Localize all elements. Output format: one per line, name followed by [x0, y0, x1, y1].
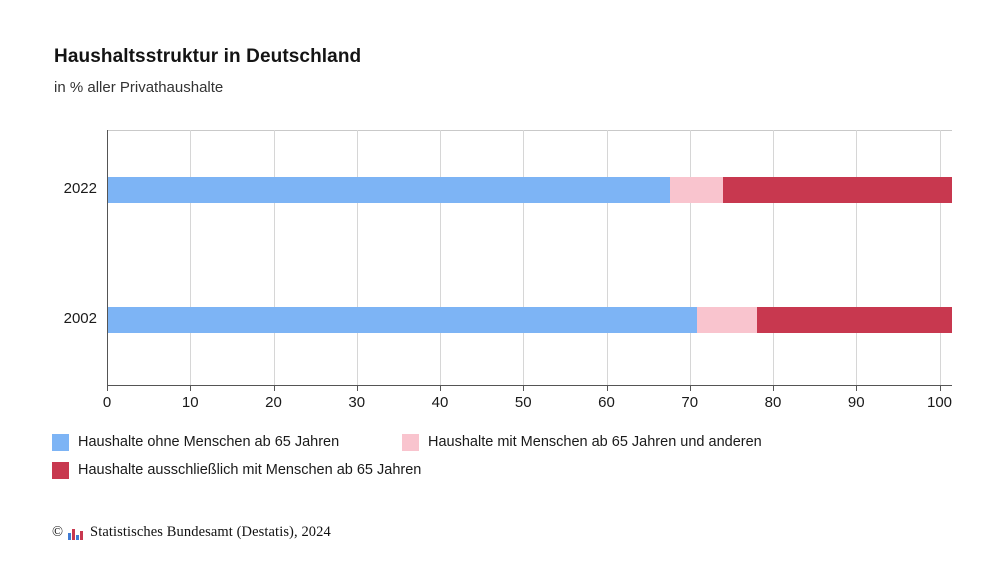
bar-segment[interactable]	[107, 307, 697, 333]
legend-label: Haushalte ohne Menschen ab 65 Jahren	[78, 434, 340, 450]
legend-item[interactable]	[52, 434, 402, 451]
gridline	[274, 130, 275, 385]
tick-mark	[690, 385, 691, 391]
tick-mark	[440, 385, 441, 391]
plot-top-border	[107, 130, 952, 131]
copyright-icon: ©	[52, 524, 64, 540]
gridline	[607, 130, 608, 385]
footer-source-text: Statistisches Bundesamt (Destatis), 2024	[90, 524, 331, 540]
footer	[52, 524, 331, 541]
legend-item[interactable]	[402, 434, 762, 451]
chart-legend	[52, 428, 972, 484]
gridline	[357, 130, 358, 385]
tick-mark	[940, 385, 941, 391]
legend-label: Haushalte ausschließlich mit Menschen ab 65 Jahren	[78, 462, 422, 478]
bar-segment[interactable]	[723, 177, 952, 203]
legend-swatch-icon	[52, 462, 69, 479]
x-axis-tick-label: 20	[265, 394, 282, 411]
y-axis-label: 2002	[63, 310, 97, 327]
tick-mark	[357, 385, 358, 391]
x-axis-tick-label: 30	[348, 394, 366, 411]
legend-row	[52, 428, 972, 456]
legend-row	[52, 456, 972, 484]
bar-segment[interactable]	[107, 177, 670, 203]
legend-label: Haushalte mit Menschen ab 65 Jahren und anderen	[428, 434, 762, 450]
x-axis-tick-label: 100	[926, 394, 953, 411]
gridline	[940, 130, 941, 385]
x-axis-tick-label: 80	[764, 394, 782, 411]
bar-segment[interactable]	[697, 307, 757, 333]
plot-area	[107, 130, 952, 385]
tick-mark	[190, 385, 191, 391]
x-axis-tick-label: 0	[102, 394, 112, 411]
tick-mark	[773, 385, 774, 391]
tick-mark	[523, 385, 524, 391]
x-axis-tick-label: 40	[431, 394, 449, 411]
chart-subtitle: in % aller Privathaushalte	[54, 79, 224, 96]
tick-mark	[107, 385, 108, 391]
gridline	[773, 130, 774, 385]
y-axis-label: 2022	[63, 180, 97, 197]
tick-mark	[856, 385, 857, 391]
bar-segment[interactable]	[670, 177, 723, 203]
gridline	[690, 130, 691, 385]
tick-mark	[274, 385, 275, 391]
bar-group	[107, 177, 952, 203]
x-axis-tick-label: 90	[847, 394, 865, 411]
bar-group	[107, 307, 952, 333]
y-axis-line	[107, 130, 108, 385]
gridline	[523, 130, 524, 385]
gridline	[190, 130, 191, 385]
x-axis-tick-label: 60	[598, 394, 615, 411]
x-axis-ticks	[102, 385, 953, 415]
destatis-logo-icon	[68, 526, 83, 540]
x-axis-tick-label: 50	[514, 394, 532, 411]
y-axis-category-labels	[37, 130, 97, 385]
legend-swatch-icon	[402, 434, 419, 451]
gridline	[440, 130, 441, 385]
x-axis-tick-label: 70	[681, 394, 699, 411]
tick-mark	[607, 385, 608, 391]
x-axis-tick-label: 10	[181, 394, 199, 411]
gridline	[856, 130, 857, 385]
chart-title: Haushaltsstruktur in Deutschland	[54, 46, 362, 67]
legend-item[interactable]	[52, 462, 421, 479]
legend-swatch-icon	[52, 434, 69, 451]
bar-segment[interactable]	[757, 307, 952, 333]
